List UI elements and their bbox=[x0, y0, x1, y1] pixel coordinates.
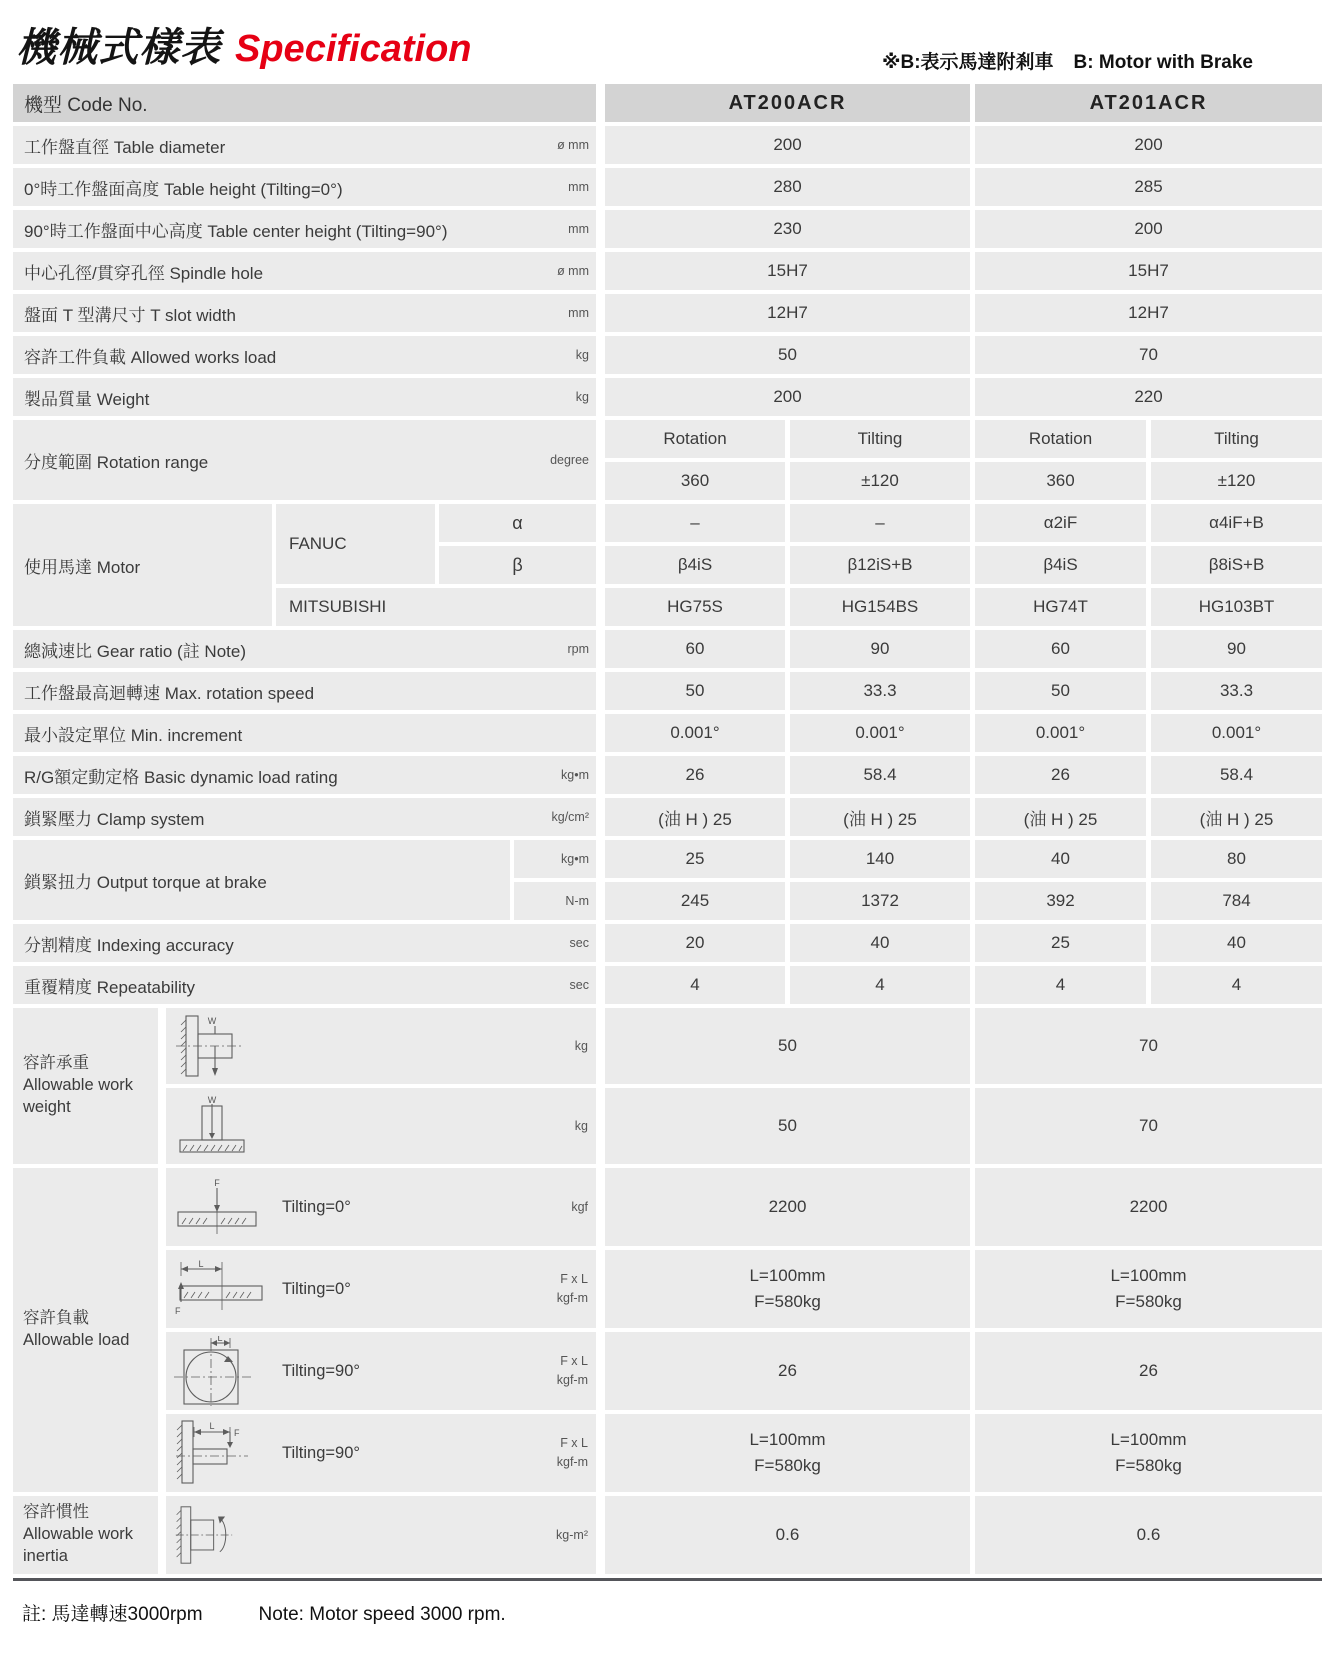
value: (油 H ) 25 bbox=[605, 798, 785, 836]
load-label-en: Allowable load bbox=[23, 1331, 130, 1349]
value: 60 bbox=[605, 630, 785, 668]
row-unit-line2: kgf-m bbox=[556, 1455, 588, 1469]
value: 245 bbox=[605, 882, 785, 920]
load-row-tilt0-moment bbox=[166, 1250, 1322, 1328]
header-model-at200acr: AT200ACR bbox=[605, 84, 970, 122]
value: 1372 bbox=[790, 882, 970, 920]
diagram-f-label: F bbox=[214, 1178, 220, 1188]
spec-table bbox=[13, 84, 1322, 1581]
header-code-no: 機型 Code No. bbox=[13, 84, 596, 122]
value: 60 bbox=[975, 630, 1146, 668]
row-indexing-accuracy bbox=[13, 924, 1322, 962]
row-label: 中心孔徑/貫穿孔徑 Spindle hole bbox=[24, 263, 264, 283]
page-title-en: Specification bbox=[235, 28, 472, 70]
row-max-rotation-speed bbox=[13, 672, 1322, 710]
work-weight-label-zh: 容許承重 bbox=[23, 1054, 89, 1073]
row-label: R/G額定動定格 Basic dynamic load rating bbox=[24, 767, 338, 787]
row-unit: rpm bbox=[567, 642, 589, 656]
row-label: 分度範圍 Rotation range bbox=[24, 452, 209, 472]
inertia-diagram bbox=[174, 1501, 248, 1569]
value: 4 bbox=[975, 966, 1146, 1004]
row-unit-line2: kgf-m bbox=[556, 1291, 588, 1305]
row-label: 分割精度 Indexing accuracy bbox=[24, 935, 234, 955]
row-unit: mm bbox=[568, 180, 589, 194]
row-unit-line2: kgf-m bbox=[556, 1373, 588, 1387]
value: 58.4 bbox=[1151, 756, 1322, 794]
inertia-label-en: Allowable work inertia bbox=[23, 1525, 134, 1565]
value: 50 bbox=[975, 672, 1146, 710]
value-a-line1: L=100mm bbox=[749, 1429, 826, 1449]
value-b: 12H7 bbox=[975, 294, 1322, 332]
value-a: 50 bbox=[605, 1008, 970, 1084]
value-b: 2200 bbox=[975, 1168, 1322, 1246]
value-a: 230 bbox=[605, 210, 970, 248]
value-b: 0.6 bbox=[975, 1496, 1322, 1574]
row-unit: mm bbox=[568, 306, 589, 320]
value: HG74T bbox=[975, 588, 1146, 626]
tilt90-face-load-diagram bbox=[174, 1336, 258, 1406]
value-b: 70 bbox=[975, 336, 1322, 374]
value: β4iS bbox=[975, 546, 1146, 584]
value-b: 15H7 bbox=[975, 252, 1322, 290]
value: α2iF bbox=[975, 504, 1146, 542]
diagram-l-label: L bbox=[217, 1336, 223, 1343]
row-unit: sec bbox=[569, 978, 589, 992]
row-label: 鎖緊壓力 Clamp system bbox=[24, 809, 205, 829]
motor-mitsubishi-values bbox=[605, 588, 1322, 626]
load-row-tilt90-moment bbox=[166, 1414, 1322, 1492]
value: 33.3 bbox=[790, 672, 970, 710]
value-a: 2200 bbox=[605, 1168, 970, 1246]
value: 25 bbox=[975, 924, 1146, 962]
value: 40 bbox=[790, 924, 970, 962]
diagram-l-label: L bbox=[209, 1421, 215, 1431]
value: 0.001° bbox=[605, 714, 785, 752]
load-row-tilt90-face bbox=[166, 1332, 1322, 1410]
value-b-line2: F=580kg bbox=[1115, 1292, 1182, 1311]
torque-nm-values bbox=[605, 882, 1322, 920]
diagram-f-label: F bbox=[175, 1306, 181, 1316]
inertia-label-zh: 容許慣性 bbox=[23, 1503, 89, 1522]
value: β12iS+B bbox=[790, 546, 970, 584]
value: 360 bbox=[975, 462, 1146, 500]
diagram-caption: Tilting=0° bbox=[282, 1279, 351, 1298]
value: 90 bbox=[790, 630, 970, 668]
work-weight-row-tilt0 bbox=[166, 1088, 1322, 1164]
row-label: 90°時工作盤面中心高度 Table center height (Tilting=90°) bbox=[24, 221, 448, 241]
row-unit: kg bbox=[574, 1039, 588, 1053]
rotation-values-row bbox=[605, 462, 1322, 500]
brake-note bbox=[882, 47, 1253, 74]
value: HG154BS bbox=[790, 588, 970, 626]
value-a: 280 bbox=[605, 168, 970, 206]
value-b: 220 bbox=[975, 378, 1322, 416]
value: 90 bbox=[1151, 630, 1322, 668]
value: 0.001° bbox=[790, 714, 970, 752]
diagram-f-label: F bbox=[234, 1428, 240, 1438]
row-min-increment bbox=[13, 714, 1322, 752]
diagram-caption: Tilting=90° bbox=[282, 1443, 360, 1462]
row-unit: kg•m bbox=[561, 768, 589, 782]
value-a: 0.6 bbox=[605, 1496, 970, 1574]
row-weight bbox=[13, 378, 1322, 416]
value-a: 15H7 bbox=[605, 252, 970, 290]
title-bar bbox=[16, 16, 1328, 76]
row-unit: kg bbox=[575, 348, 589, 362]
row-label: 總減速比 Gear ratio (註 Note) bbox=[24, 641, 246, 661]
value: 20 bbox=[605, 924, 785, 962]
tilt90-side-weight-diagram bbox=[174, 1015, 266, 1077]
value: β4iS bbox=[605, 546, 785, 584]
row-unit: ø mm bbox=[557, 264, 589, 278]
load-row-tilt0-force bbox=[166, 1168, 1322, 1246]
row-label: 重覆精度 Repeatability bbox=[24, 977, 196, 997]
value-a-line2: F=580kg bbox=[754, 1292, 821, 1311]
row-table-center-height bbox=[13, 210, 1322, 248]
row-output-torque bbox=[13, 840, 1322, 920]
inertia-label bbox=[13, 1496, 158, 1574]
row-unit: kg bbox=[574, 1119, 588, 1133]
value: HG103BT bbox=[1151, 588, 1322, 626]
row-rotation-range bbox=[13, 420, 1322, 500]
footer-note-en: Note: Motor speed 3000 rpm. bbox=[258, 1604, 506, 1625]
value: 58.4 bbox=[790, 756, 970, 794]
page-title-zh: 機械式樣表 bbox=[16, 26, 221, 70]
diagram-w-label: W bbox=[207, 1016, 217, 1026]
row-dynamic-load-rating bbox=[13, 756, 1322, 794]
value: – bbox=[605, 504, 785, 542]
motor-alpha-values bbox=[605, 504, 1322, 542]
value: (油 H ) 25 bbox=[975, 798, 1146, 836]
row-unit: kg/cm² bbox=[551, 810, 589, 824]
tilt90-side-load-diagram bbox=[174, 1419, 270, 1487]
brake-note-zh: ※B:表示馬達附剎車 bbox=[882, 52, 1054, 73]
value: ±120 bbox=[1151, 462, 1322, 500]
value: 40 bbox=[975, 840, 1146, 878]
subheader-tilting: Tilting bbox=[790, 420, 970, 458]
row-motor bbox=[13, 504, 1322, 626]
work-weight-row-tilt90 bbox=[166, 1008, 1322, 1084]
value: (油 H ) 25 bbox=[790, 798, 970, 836]
row-label: 工作盤最高迴轉速 Max. rotation speed bbox=[24, 683, 315, 703]
value: 0.001° bbox=[975, 714, 1146, 752]
value: 4 bbox=[1151, 966, 1322, 1004]
subheader-tilting: Tilting bbox=[1151, 420, 1322, 458]
row-label: 盤面 T 型溝尺寸 T slot width bbox=[24, 305, 236, 325]
work-weight-label-en: Allowable work weight bbox=[23, 1076, 134, 1116]
motor-beta-values bbox=[605, 546, 1322, 584]
diagram-caption: Tilting=0° bbox=[282, 1197, 351, 1216]
value: β8iS+B bbox=[1151, 546, 1322, 584]
load-label-zh: 容許負載 bbox=[23, 1309, 89, 1328]
footer-note-zh: 註: 馬達轉速3000rpm bbox=[22, 1604, 203, 1625]
row-clamp-system bbox=[13, 798, 1322, 836]
value: – bbox=[790, 504, 970, 542]
value-b: 26 bbox=[975, 1332, 1322, 1410]
row-unit-line1: F x L bbox=[560, 1436, 588, 1451]
value: 40 bbox=[1151, 924, 1322, 962]
tilt0-top-weight-diagram bbox=[174, 1094, 258, 1158]
value: 26 bbox=[975, 756, 1146, 794]
value: 0.001° bbox=[1151, 714, 1322, 752]
section-allowable-load bbox=[13, 1168, 1322, 1492]
value-a: 50 bbox=[605, 336, 970, 374]
work-weight-label bbox=[13, 1008, 158, 1164]
value-b-line2: F=580kg bbox=[1115, 1456, 1182, 1475]
row-unit: degree bbox=[550, 453, 589, 467]
value: 50 bbox=[605, 672, 785, 710]
row-t-slot-width bbox=[13, 294, 1322, 332]
torque-unit-nm: N-m bbox=[514, 882, 596, 920]
value-a: 50 bbox=[605, 1088, 970, 1164]
row-unit: ø mm bbox=[557, 138, 589, 152]
row-label: 0°時工作盤面高度 Table height (Tilting=0°) bbox=[24, 179, 343, 199]
value: 140 bbox=[790, 840, 970, 878]
row-allowed-works-load bbox=[13, 336, 1322, 374]
motor-brand-fanuc: FANUC bbox=[276, 504, 435, 584]
value-b: 70 bbox=[975, 1008, 1322, 1084]
torque-kgm-values bbox=[605, 840, 1322, 878]
diagram-caption: Tilting=90° bbox=[282, 1361, 360, 1380]
value: 392 bbox=[975, 882, 1146, 920]
value: 4 bbox=[605, 966, 785, 1004]
value-a: 26 bbox=[605, 1332, 970, 1410]
row-unit: sec bbox=[569, 936, 589, 950]
value-a-line1: L=100mm bbox=[749, 1265, 826, 1285]
row-label: 容許工件負載 Allowed works load bbox=[24, 347, 277, 367]
subheader-rotation: Rotation bbox=[605, 420, 785, 458]
value-a: 12H7 bbox=[605, 294, 970, 332]
row-repeatability bbox=[13, 966, 1322, 1004]
diagram-w-label: W bbox=[207, 1095, 217, 1105]
row-unit: mm bbox=[568, 222, 589, 236]
value: 25 bbox=[605, 840, 785, 878]
row-unit: kg-m² bbox=[556, 1528, 588, 1542]
value-b: 285 bbox=[975, 168, 1322, 206]
value: 33.3 bbox=[1151, 672, 1322, 710]
row-unit: kg bbox=[575, 390, 589, 404]
row-label: 工作盤直徑 Table diameter bbox=[24, 137, 226, 157]
row-unit: kgf bbox=[571, 1199, 588, 1214]
footer-note bbox=[22, 1599, 1341, 1626]
value-a: 200 bbox=[605, 126, 970, 164]
motor-series-alpha: α bbox=[439, 504, 596, 542]
value-b: 70 bbox=[975, 1088, 1322, 1164]
rotation-subheader-row bbox=[605, 420, 1322, 458]
value-a-line2: F=580kg bbox=[754, 1456, 821, 1475]
row-label: 最小設定單位 Min. increment bbox=[24, 725, 243, 745]
value: 80 bbox=[1151, 840, 1322, 878]
row-unit-line1: F x L bbox=[560, 1354, 588, 1369]
torque-label: 鎖緊扭力 Output torque at brake bbox=[13, 840, 510, 920]
value: ±120 bbox=[790, 462, 970, 500]
section-allowable-work-weight bbox=[13, 1008, 1322, 1164]
tilt0-edge-load-diagram bbox=[174, 1260, 270, 1318]
load-label bbox=[13, 1168, 158, 1492]
header-row bbox=[13, 84, 1322, 122]
row-unit-line1: F x L bbox=[560, 1272, 588, 1287]
value-b: 200 bbox=[975, 126, 1322, 164]
value: 4 bbox=[790, 966, 970, 1004]
tilt0-force-diagram bbox=[174, 1178, 266, 1236]
value: 360 bbox=[605, 462, 785, 500]
row-gear-ratio bbox=[13, 630, 1322, 668]
brake-note-en: B: Motor with Brake bbox=[1073, 52, 1253, 73]
value: (油 H ) 25 bbox=[1151, 798, 1322, 836]
table-bottom-rule bbox=[13, 1578, 1322, 1581]
motor-brand-mitsubishi: MITSUBISHI bbox=[276, 588, 596, 626]
value-b: 200 bbox=[975, 210, 1322, 248]
value: α4iF+B bbox=[1151, 504, 1322, 542]
row-table-height bbox=[13, 168, 1322, 206]
diagram-l-label: L bbox=[198, 1260, 204, 1269]
row-spindle-hole bbox=[13, 252, 1322, 290]
header-model-at201acr: AT201ACR bbox=[975, 84, 1322, 122]
motor-label: 使用馬達 Motor bbox=[13, 504, 272, 626]
row-label: 製品質量 Weight bbox=[24, 389, 150, 409]
value-b-line1: L=100mm bbox=[1110, 1429, 1187, 1449]
value: 784 bbox=[1151, 882, 1322, 920]
subheader-rotation: Rotation bbox=[975, 420, 1146, 458]
row-table-diameter bbox=[13, 126, 1322, 164]
torque-unit-kgm: kg•m bbox=[514, 840, 596, 878]
value: 26 bbox=[605, 756, 785, 794]
section-allowable-work-inertia bbox=[13, 1496, 1322, 1574]
value-a: 200 bbox=[605, 378, 970, 416]
motor-series-beta: β bbox=[439, 546, 596, 584]
value: HG75S bbox=[605, 588, 785, 626]
value-b-line1: L=100mm bbox=[1110, 1265, 1187, 1285]
